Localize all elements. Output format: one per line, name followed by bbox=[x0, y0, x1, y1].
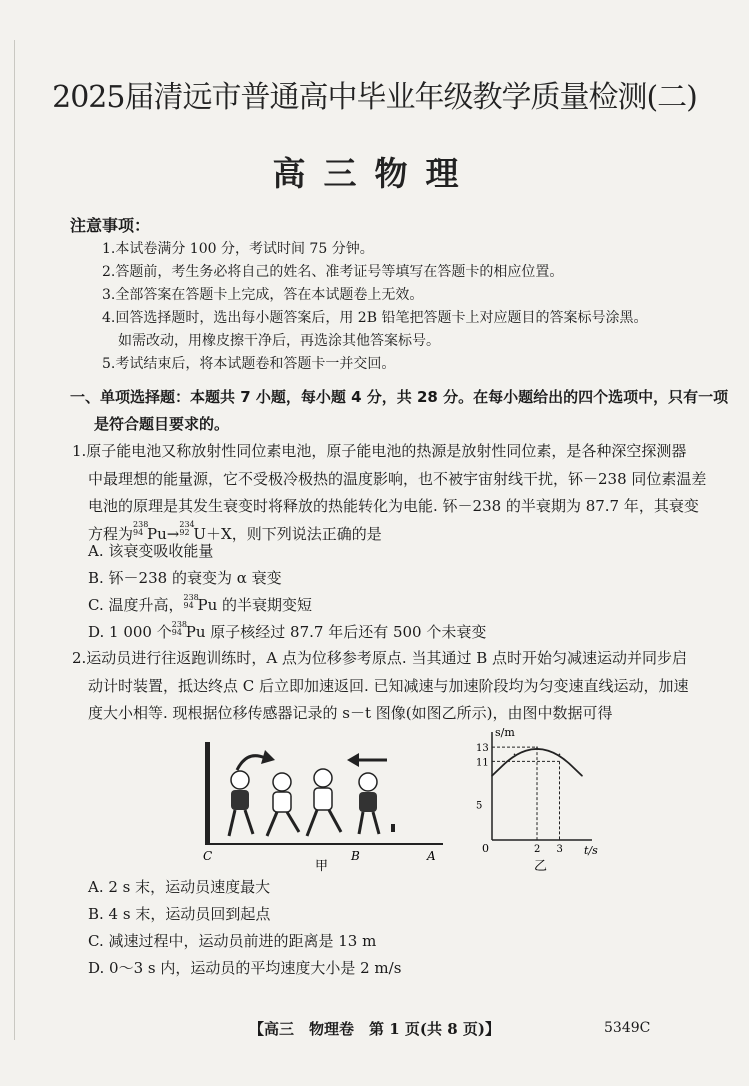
option-b[interactable]: B. 4 s 末，运动员回到起点 bbox=[88, 905, 271, 923]
option-c[interactable] bbox=[88, 594, 312, 615]
notice-item: 2.答题前，考生务必将自己的姓名、准考证号等填写在答题卡的相应位置。 bbox=[102, 264, 564, 280]
question-line: 动计时装置，抵达终点 C 后立即加速返回. 已知减速与加速阶段均为匀变速直线运动，加速 bbox=[88, 676, 689, 695]
pu-isotope-numbers bbox=[183, 594, 197, 610]
y-tick-label: 5 bbox=[476, 800, 483, 812]
option-c[interactable]: C. 减速过程中，运动员前进的距离是 13 m bbox=[88, 932, 377, 950]
arrow-head bbox=[261, 750, 275, 764]
runner-figure-icon bbox=[229, 771, 253, 836]
figure-jia bbox=[195, 732, 455, 872]
x-axis-label: t/s bbox=[584, 844, 598, 857]
question-1-stem bbox=[72, 438, 707, 548]
runner-figure-icon bbox=[359, 773, 379, 834]
mass-number: 234 bbox=[179, 519, 195, 529]
question-line: 1.原子能电池又称放射性同位素电池，原子能电池的热源是放射性同位素，是各种深空探测器 bbox=[72, 442, 687, 460]
option-d[interactable] bbox=[88, 621, 486, 642]
pu-isotope-numbers bbox=[133, 521, 147, 537]
point-c-label: C bbox=[203, 849, 213, 863]
page-footer: 【高三 物理卷 第 1 页(共 8 页)】 bbox=[249, 1020, 500, 1038]
eq-suffix: ＋X，则下列说法正确的是 bbox=[206, 524, 382, 543]
section-line: 一、单项选择题：本题共 7 小题，每小题 4 分，共 28 分。在每小题给出的四个选项中，只有一项 bbox=[70, 388, 729, 406]
atomic-number: 94 bbox=[133, 527, 144, 537]
runner-figure-icon bbox=[307, 769, 341, 836]
question-line: 2.运动员进行往返跑训练时，A 点为位移参考原点. 当其通过 B 点时开始匀减速运动并同步启 bbox=[72, 649, 688, 667]
y-tick-label: 13 bbox=[476, 743, 489, 755]
atomic-number: 92 bbox=[179, 527, 190, 537]
exam-title: 2025届清远市普通高中毕业年级教学质量检测(二) bbox=[52, 80, 697, 115]
origin-label: 0 bbox=[482, 842, 489, 855]
notice-list bbox=[102, 238, 722, 376]
pu-isotope-numbers bbox=[172, 621, 186, 637]
section-line: 是符合题目要求的。 bbox=[94, 415, 230, 433]
point-b-label: B bbox=[351, 849, 360, 863]
option-d[interactable]: D. 0～3 s 内，运动员的平均速度大小是 2 m/s bbox=[88, 959, 402, 977]
figure-yi-chart bbox=[470, 728, 600, 878]
question-line: 度大小相等. 现根据位移传感器记录的 s－t 图像(如图乙所示)，由图中数据可得 bbox=[88, 704, 613, 722]
option-a[interactable]: A. 该衰变吸收能量 bbox=[88, 542, 214, 560]
arrow: → bbox=[166, 524, 180, 543]
y-axis-label: s/m bbox=[495, 728, 515, 739]
marker bbox=[391, 824, 395, 832]
option-text: C. 温度升高， bbox=[88, 596, 184, 614]
notice-item: 5.考试结束后，将本试题卷和答题卡一并交回。 bbox=[102, 356, 396, 372]
question-2-stem bbox=[72, 645, 702, 728]
paper-code: 5349C bbox=[604, 1020, 651, 1036]
atomic-number: 94 bbox=[183, 601, 194, 610]
eq-prefix: 方程为 bbox=[88, 524, 134, 543]
return-arrow-icon bbox=[237, 756, 265, 770]
mass-number: 238 bbox=[171, 620, 188, 629]
x-tick-label: 3 bbox=[556, 844, 563, 855]
u-symbol: U bbox=[193, 524, 207, 543]
option-text: D. 1 000 个 bbox=[88, 623, 172, 641]
u-isotope-numbers bbox=[179, 521, 193, 537]
data-point bbox=[536, 746, 538, 748]
question-line: 电池的原理是其发生衰变时将释放的热能转化为电能. 钚－238 的半衰期为 87.7 年，其衰变 bbox=[88, 497, 699, 515]
notice-item: 4.回答选择题时，选出每小题答案后，用 2B 铅笔把答题卡上对应题目的答案标号涂黑。 bbox=[102, 310, 648, 326]
wall bbox=[205, 742, 210, 844]
question-line: 中最理想的能量源，它不受极冷极热的温度影响，也不被宇宙射线干扰，钚－238 同位素温差 bbox=[88, 469, 707, 488]
y-tick-label: 11 bbox=[476, 757, 489, 769]
notice-item: 1.本试卷满分 100 分，考试时间 75 分钟。 bbox=[102, 241, 374, 257]
mass-number: 238 bbox=[183, 593, 199, 602]
option-text: Pu 的半衰期变短 bbox=[197, 596, 313, 614]
section-heading bbox=[70, 384, 729, 438]
runner-figure-icon bbox=[267, 773, 299, 836]
pu-symbol: Pu bbox=[147, 524, 167, 543]
x-tick-label: 2 bbox=[534, 844, 541, 855]
notice-item: 如需改动，用橡皮擦干净后，再选涂其他答案标号。 bbox=[118, 333, 440, 349]
arrow-head bbox=[347, 753, 359, 767]
subject-title: 高三物理 bbox=[272, 154, 477, 193]
atomic-number: 94 bbox=[171, 628, 182, 637]
mass-number: 238 bbox=[133, 519, 149, 529]
option-text: Pu 原子核经过 87.7 年后还有 500 个未衰变 bbox=[185, 623, 487, 641]
notice-heading: 注意事项： bbox=[70, 216, 151, 235]
option-b[interactable]: B. 钚－238 的衰变为 α 衰变 bbox=[88, 569, 282, 587]
option-a[interactable]: A. 2 s 末，运动员速度最大 bbox=[88, 878, 271, 896]
point-a-label: A bbox=[427, 849, 436, 863]
figure-caption-yi: 乙 bbox=[534, 859, 548, 874]
figure-caption-jia: 甲 bbox=[315, 859, 329, 872]
notice-item: 3.全部答案在答题卡上完成，答在本试题卷上无效。 bbox=[102, 287, 424, 303]
